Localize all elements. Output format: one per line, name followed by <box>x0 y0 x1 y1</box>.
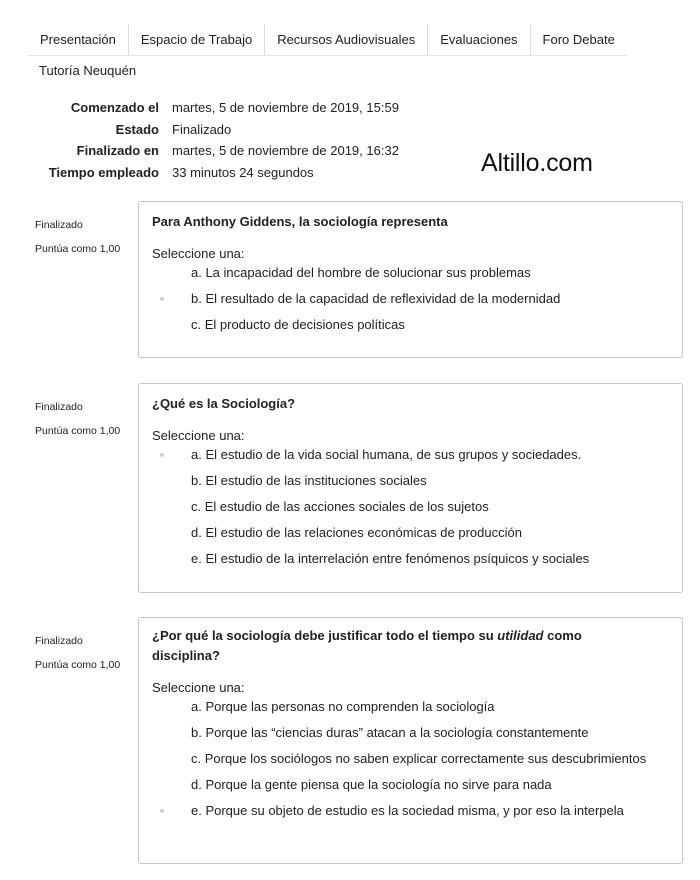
answer-option[interactable] <box>152 447 669 463</box>
answer-option-label: e. Porque su objeto de estudio es la sociedad misma, y por eso la interpela <box>191 803 624 818</box>
answer-option[interactable] <box>152 525 669 541</box>
answer-options <box>152 265 669 333</box>
answer-prompt: Seleccione una: <box>152 246 245 261</box>
summary-value: martes, 5 de noviembre de 2019, 15:59 <box>172 100 399 115</box>
answer-option[interactable] <box>152 725 669 741</box>
summary-row-time <box>30 162 399 184</box>
answer-options <box>152 699 669 819</box>
question-text-part: ¿Qué es la Sociología? <box>152 396 296 411</box>
summary-value: martes, 5 de noviembre de 2019, 16:32 <box>172 143 399 158</box>
answer-option-label: d. Porque la gente piensa que la sociología no sirve para nada <box>191 777 552 792</box>
answer-option[interactable] <box>152 265 669 281</box>
summary-label: Finalizado en <box>76 143 159 158</box>
question-box <box>138 383 683 593</box>
question-box <box>138 201 683 358</box>
question-box <box>138 617 683 864</box>
summary-value: 33 minutos 24 segundos <box>172 164 314 180</box>
answer-option-label: c. El estudio de las acciones sociales de los sujetos <box>191 499 489 514</box>
question-text <box>152 212 669 232</box>
selected-answer-marker <box>160 297 164 301</box>
answer-prompt: Seleccione una: <box>152 680 245 695</box>
tab-foro-debate[interactable]: Foro Debate <box>542 32 615 47</box>
summary-label: Estado <box>115 121 159 137</box>
page-subtitle: Tutoría Neuquén <box>39 63 137 78</box>
course-tabs <box>28 24 627 56</box>
answer-option[interactable] <box>152 317 669 333</box>
answer-option-label: e. El estudio de la interrelación entre fenómenos psíquicos y sociales <box>191 551 590 566</box>
summary-label: Tiempo empleado <box>48 164 159 180</box>
answer-option-label: b. El resultado de la capacidad de reflexividad de la modernidad <box>191 291 561 306</box>
selected-answer-marker <box>160 809 164 813</box>
answer-option-label: c. El producto de decisiones políticas <box>191 317 405 332</box>
question-info <box>35 401 120 437</box>
attempt-summary <box>30 97 399 183</box>
answer-option[interactable] <box>152 751 669 767</box>
question-text-part: como disciplina? <box>152 628 582 663</box>
answer-option-label: a. Porque las personas no comprenden la sociología <box>191 699 495 714</box>
answer-option[interactable] <box>152 777 669 793</box>
tab-recursos-audiovisuales[interactable]: Recursos Audiovisuales <box>265 24 428 55</box>
answer-option-label: b. Porque las “ciencias duras” atacan a la sociología constantemente <box>191 725 589 740</box>
answer-option[interactable] <box>152 699 669 715</box>
question-info <box>35 219 120 255</box>
question-grade: Puntúa como 1,00 <box>35 243 121 255</box>
answer-prompt: Seleccione una: <box>152 428 245 443</box>
question-status: Finalizado <box>35 635 83 647</box>
question-text <box>152 626 582 666</box>
summary-row-started <box>30 97 399 119</box>
question-status: Finalizado <box>35 219 83 231</box>
answer-option[interactable] <box>152 803 669 819</box>
answer-option-label: a. El estudio de la vida social humana, de sus grupos y sociedades. <box>191 447 582 462</box>
answer-option-label: a. La incapacidad del hombre de solucionar sus problemas <box>191 265 531 280</box>
tab-presentacion[interactable]: Presentación <box>28 24 129 55</box>
selected-answer-marker <box>160 453 164 457</box>
watermark-logo: Altillo.com <box>481 149 593 177</box>
question-grade: Puntúa como 1,00 <box>35 659 121 671</box>
summary-row-finished <box>30 140 399 162</box>
answer-option-label: d. El estudio de las relaciones económicas de producción <box>191 525 522 540</box>
question-info <box>35 635 120 671</box>
summary-value: Finalizado <box>172 121 232 137</box>
answer-option[interactable] <box>152 551 669 567</box>
question-text-part: ¿Por qué la sociología debe justificar todo el tiempo su <box>152 628 498 643</box>
question-text <box>152 394 669 414</box>
tab-espacio-de-trabajo[interactable]: Espacio de Trabajo <box>129 24 265 55</box>
answer-option[interactable] <box>152 473 669 489</box>
summary-row-state <box>30 119 399 141</box>
question-text-emphasis: utilidad <box>497 628 544 643</box>
question-status: Finalizado <box>35 401 83 413</box>
tab-evaluaciones[interactable]: Evaluaciones <box>428 24 530 55</box>
answer-option[interactable] <box>152 291 669 307</box>
answer-option[interactable] <box>152 499 669 515</box>
summary-label: Comenzado el <box>70 100 159 115</box>
question-grade: Puntúa como 1,00 <box>35 425 121 437</box>
answer-options <box>152 447 669 567</box>
question-text-part: Para Anthony Giddens, la sociología representa <box>152 214 448 229</box>
answer-option-label: b. El estudio de las instituciones sociales <box>191 473 427 488</box>
answer-option-label: c. Porque los sociólogos no saben explicar correctamente sus descubrimientos <box>191 751 647 766</box>
